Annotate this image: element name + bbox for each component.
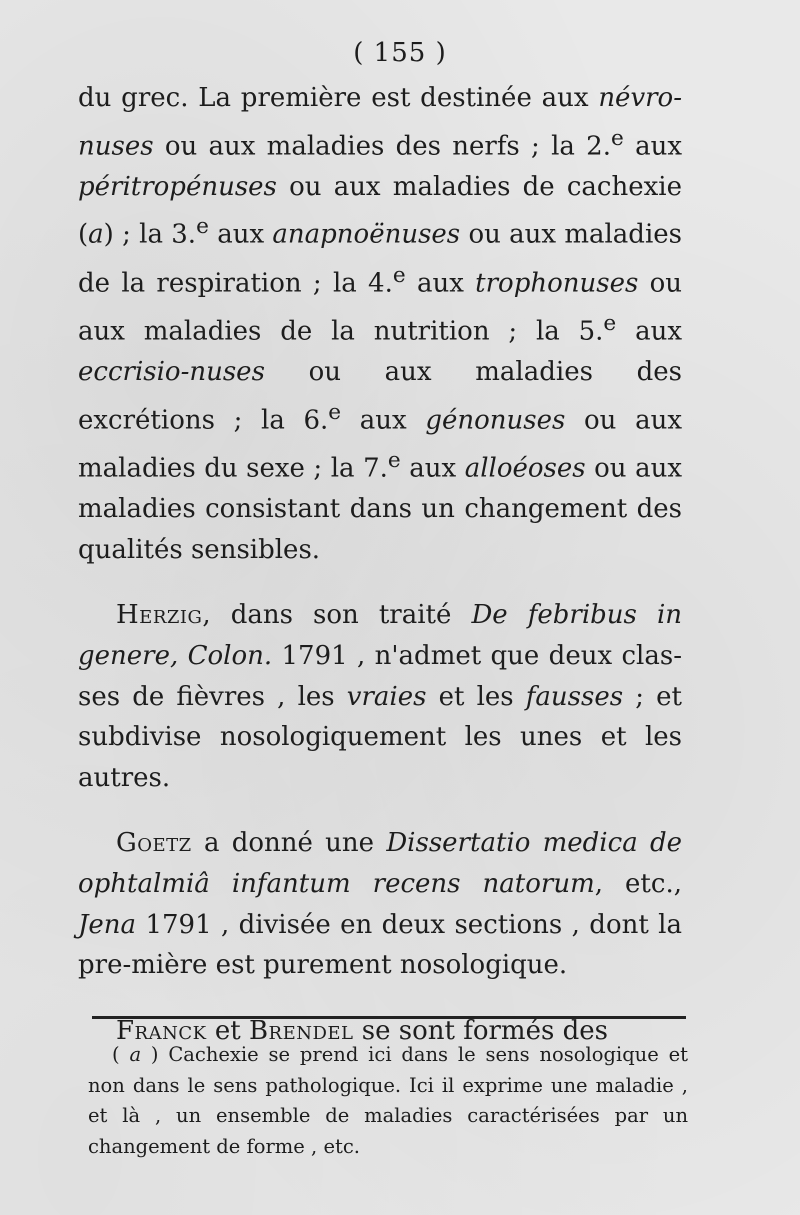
term-peritropenuses: péritropénuses [78, 171, 277, 202]
author-name: Goetz [116, 828, 192, 859]
work-title: De febribus in genere, Colon. [78, 600, 683, 672]
footnote-rule [92, 1016, 686, 1019]
main-text [78, 78, 682, 1051]
place-name: Jena [78, 909, 137, 940]
term-nevronuses: névro-nuses [78, 83, 682, 162]
paragraph-2: Herzig, dans son traité De febribus in genere, Colon. 1791 , n'admet que deux clas-ses de fièvres , les vraies et les fausses ; et subdivise nosologiquement les unes et les autres. [78, 600, 683, 793]
paragraph-3: Goetz a donné une Dissertatio medica de ophtalmiâ infantum recens natorum, etc., Jena 1791 , divisée en deux sections , dont la pre-mière est purement nosologique. [78, 828, 682, 981]
footnote-ref: a [88, 220, 104, 251]
footnote-marker: a [129, 1043, 142, 1066]
term-eccrisionuses: eccrisio-nuses [78, 357, 265, 388]
author-name: Herzig [116, 600, 203, 631]
author-name: Brendel [248, 1015, 354, 1046]
paragraph-4: Franck et Brendel se sont formés des [116, 1015, 608, 1046]
term-alloeoses: alloéoses [464, 453, 586, 484]
author-name: Franck [116, 1015, 207, 1046]
page-number: ( 155 ) [353, 38, 447, 68]
footnote [88, 1040, 688, 1162]
term-trophonuses: trophonuses [475, 268, 639, 299]
paragraph-1: du grec. La première est destinée aux névro-nuses ou aux maladies des nerfs ; la 2.$^e$ aux péritropénuses ou aux maladies de cachexie (a) ; la 3.$^e$ aux anapnoënuses ou aux maladies de la respiration ; la 4.$^e$ aux trophonuses ou aux maladies de la nutrition ; la 5.$^e$ aux eccrisio-nuses ou aux maladies des excrétions ; la 6.$^e$ aux génonuses ou aux maladies du sexe ; la 7.$^e$ aux alloéoses ou aux maladies consistant dans un changement des qualités sensibles. [78, 83, 682, 565]
term-genonuses: génonuses [425, 405, 566, 436]
work-title: Dissertatio medica de ophtalmiâ infantum recens natorum [78, 828, 682, 900]
term-anapnoenuses: anapnoënuses [272, 220, 461, 251]
footnote-text: ( a ) Cachexie se prend ici dans le sens nosologique et non dans le sens pathologique. Ici il exprime une maladie , et là , un ensemble de maladies caractérisées par un changement de forme , etc. [88, 1043, 688, 1158]
